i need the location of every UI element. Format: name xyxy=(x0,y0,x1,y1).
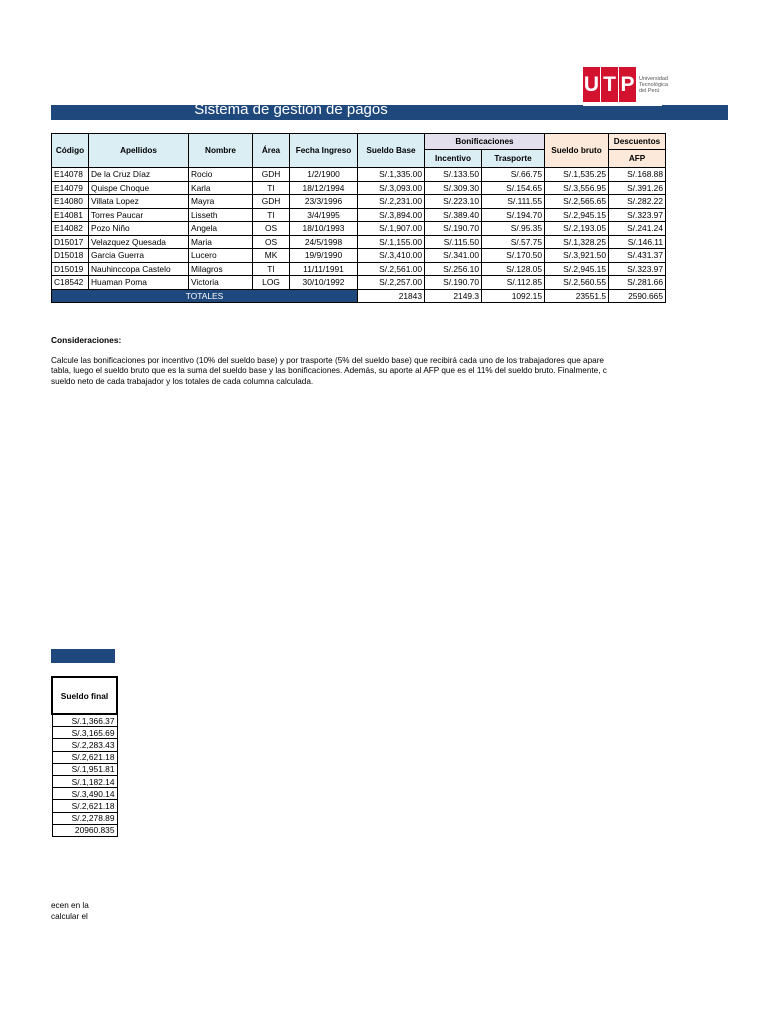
cell-codigo: D15017 xyxy=(52,235,89,249)
header-fecha-ingreso: Fecha Ingreso xyxy=(290,134,358,168)
totals-label: TOTALES xyxy=(52,289,358,303)
cell-sueldo-bruto: S/.2,560.55 xyxy=(545,276,609,290)
cell-incentivo: S/.389.40 xyxy=(425,208,482,222)
header-sueldo-base: Sueldo Base xyxy=(358,134,425,168)
overflow-text-fragment: ecen en la calcular el xyxy=(51,901,89,921)
table-row xyxy=(52,276,666,290)
cell-nombre: Angela xyxy=(189,222,253,236)
cell-fecha-ingreso: 1/2/1900 xyxy=(290,168,358,182)
cell-nombre: Lisseth xyxy=(189,208,253,222)
cell-sueldo-bruto: S/.2,565.65 xyxy=(545,195,609,209)
cell-fecha-ingreso: 24/5/1998 xyxy=(290,235,358,249)
cell-fecha-ingreso: 11/11/1991 xyxy=(290,262,358,276)
cell-sueldo-base: S/.3,894.00 xyxy=(358,208,425,222)
considerations-line: sueldo neto de cada trabajador y los totales de cada columna calculada. xyxy=(51,376,314,386)
cell-trasporte: S/.57.75 xyxy=(482,235,545,249)
table-row xyxy=(52,235,666,249)
header-incentivo: Incentivo xyxy=(425,150,482,168)
cell-incentivo: S/.309.30 xyxy=(425,181,482,195)
header-nombre: Nombre xyxy=(189,134,253,168)
cell-sueldo-bruto: S/.2,193.05 xyxy=(545,222,609,236)
cell-area: GDH xyxy=(253,168,290,182)
cell-sueldo-base: S/.3,093.00 xyxy=(358,181,425,195)
cell-apellidos: Pozo Niño xyxy=(89,222,189,236)
cell-codigo: E14079 xyxy=(52,181,89,195)
cell-sueldo-base: S/.2,561.00 xyxy=(358,262,425,276)
cell-afp: S/.391.26 xyxy=(609,181,666,195)
table-row xyxy=(52,181,666,195)
cell-codigo: D15019 xyxy=(52,262,89,276)
cell-sueldo-base: S/.1,155.00 xyxy=(358,235,425,249)
cell-area: MK xyxy=(253,249,290,263)
cell-sueldo-bruto: S/.3,921.50 xyxy=(545,249,609,263)
page-title: Sistema de gestión de pagos xyxy=(194,101,388,118)
cell-apellidos: Quispe Choque xyxy=(89,181,189,195)
cell-area: LOG xyxy=(253,276,290,290)
cell-sueldo-bruto: S/.1,328.25 xyxy=(545,235,609,249)
cell-apellidos: Huaman Poma xyxy=(89,276,189,290)
logo-letter-p: P xyxy=(619,67,636,102)
cell-sueldo-base: S/.1,335.00 xyxy=(358,168,425,182)
cell-apellidos: De la Cruz Díaz xyxy=(89,168,189,182)
final-section-bar xyxy=(51,649,115,663)
cell-trasporte: S/.194.70 xyxy=(482,208,545,222)
cell-trasporte: S/.66.75 xyxy=(482,168,545,182)
cell-sueldo-final: S/.2,621.18 xyxy=(52,800,117,812)
cell-area: TI xyxy=(253,208,290,222)
considerations-line: tabla, luego el sueldo bruto que es la suma del sueldo base y las bonificaciones. Además, su aporte al AFP que es el 11% del sueldo bruto. Finalmente, c xyxy=(51,366,607,376)
cell-area: OS xyxy=(253,235,290,249)
cell-trasporte: S/.112.85 xyxy=(482,276,545,290)
header-codigo: Código xyxy=(52,134,89,168)
total-sueldo-base: 21843 xyxy=(358,289,425,303)
cell-sueldo-bruto: S/.3,556.95 xyxy=(545,181,609,195)
cell-sueldo-final: S/.2,621.18 xyxy=(52,751,117,763)
cell-apellidos: Torres Paucar xyxy=(89,208,189,222)
cell-sueldo-bruto: S/.1,535.25 xyxy=(545,168,609,182)
cell-trasporte: S/.111.55 xyxy=(482,195,545,209)
cell-afp: S/.168.88 xyxy=(609,168,666,182)
table-row xyxy=(52,168,666,182)
cell-area: GDH xyxy=(253,195,290,209)
cell-incentivo: S/.256.10 xyxy=(425,262,482,276)
cell-nombre: Mayra xyxy=(189,195,253,209)
cell-sueldo-base: S/.2,231.00 xyxy=(358,195,425,209)
header-bonificaciones: Bonificaciones xyxy=(425,134,545,150)
table-row xyxy=(52,249,666,263)
table-row xyxy=(52,208,666,222)
header-apellidos: Apellidos xyxy=(89,134,189,168)
cell-codigo: E14081 xyxy=(52,208,89,222)
header-trasporte: Trasporte xyxy=(482,150,545,168)
cell-nombre: Karla xyxy=(189,181,253,195)
cell-codigo: E14078 xyxy=(52,168,89,182)
cell-codigo: C18542 xyxy=(52,276,89,290)
cell-sueldo-base: S/.1,907.00 xyxy=(358,222,425,236)
cell-fecha-ingreso: 18/12/1994 xyxy=(290,181,358,195)
header-descuentos: Descuentos xyxy=(609,134,666,150)
cell-codigo: D15018 xyxy=(52,249,89,263)
cell-afp: S/.281.66 xyxy=(609,276,666,290)
cell-afp: S/.241.24 xyxy=(609,222,666,236)
cell-apellidos: Velazquez Quesada xyxy=(89,235,189,249)
cell-area: OS xyxy=(253,222,290,236)
cell-apellidos: Nauhinccopa Castelo xyxy=(89,262,189,276)
cell-fecha-ingreso: 30/10/1992 xyxy=(290,276,358,290)
cell-nombre: Maria xyxy=(189,235,253,249)
considerations-line: Calcule las bonificaciones por incentivo (10% del sueldo base) y por trasporte (5% del sueldo base) que recibirá cada uno de los trabajadores que apare xyxy=(51,356,604,365)
cell-afp: S/.323.97 xyxy=(609,262,666,276)
header-sueldo-final: Sueldo final xyxy=(52,677,117,714)
cell-nombre: Lucero xyxy=(189,249,253,263)
cell-fecha-ingreso: 3/4/1995 xyxy=(290,208,358,222)
cell-incentivo: S/.115.50 xyxy=(425,235,482,249)
considerations-paragraph xyxy=(51,356,667,387)
cell-apellidos: Villata Lopez xyxy=(89,195,189,209)
cell-afp: S/.146.11 xyxy=(609,235,666,249)
cell-fecha-ingreso: 19/9/1990 xyxy=(290,249,358,263)
header-afp: AFP xyxy=(609,150,666,168)
considerations-title: Consideraciones: xyxy=(51,335,122,345)
logo-letter-t: T xyxy=(601,67,618,102)
cell-fecha-ingreso: 23/3/1996 xyxy=(290,195,358,209)
cell-trasporte: S/.128.05 xyxy=(482,262,545,276)
cell-codigo: E14080 xyxy=(52,195,89,209)
cell-trasporte: S/.170.50 xyxy=(482,249,545,263)
cell-codigo: E14082 xyxy=(52,222,89,236)
cell-afp: S/.431.37 xyxy=(609,249,666,263)
cell-afp: S/.323.97 xyxy=(609,208,666,222)
utp-logo xyxy=(583,67,667,102)
total-sueldo-bruto: 23551.5 xyxy=(545,289,609,303)
logo-letter-u: U xyxy=(583,67,600,102)
cell-afp: S/.282.22 xyxy=(609,195,666,209)
table-row xyxy=(52,262,666,276)
totals-row xyxy=(52,289,666,303)
final-salary-table xyxy=(51,676,118,837)
table-row xyxy=(52,195,666,209)
cell-sueldo-final: S/.2,283.43 xyxy=(52,739,117,751)
cell-sueldo-final: S/.1,182.14 xyxy=(52,775,117,787)
total-trasporte: 1092.15 xyxy=(482,289,545,303)
cell-nombre: Victoria xyxy=(189,276,253,290)
cell-incentivo: S/.341.00 xyxy=(425,249,482,263)
total-sueldo-final: 20960.835 xyxy=(52,824,117,836)
cell-apellidos: Garcia Guerra xyxy=(89,249,189,263)
cell-incentivo: S/.190.70 xyxy=(425,222,482,236)
payroll-table xyxy=(51,133,666,303)
cell-sueldo-final: S/.3,490.14 xyxy=(52,788,117,800)
cell-incentivo: S/.133.50 xyxy=(425,168,482,182)
cell-nombre: Rocio xyxy=(189,168,253,182)
cell-trasporte: S/.95.35 xyxy=(482,222,545,236)
logo-text: Universidad Tecnológica del Perú xyxy=(639,75,669,94)
cell-incentivo: S/.223.10 xyxy=(425,195,482,209)
cell-sueldo-bruto: S/.2,945.15 xyxy=(545,208,609,222)
cell-sueldo-base: S/.2,257.00 xyxy=(358,276,425,290)
cell-sueldo-bruto: S/.2,945.15 xyxy=(545,262,609,276)
cell-sueldo-final: S/.1,951.81 xyxy=(52,763,117,775)
cell-sueldo-final: S/.3,165.69 xyxy=(52,727,117,739)
cell-incentivo: S/.190.70 xyxy=(425,276,482,290)
cell-fecha-ingreso: 18/10/1993 xyxy=(290,222,358,236)
cell-nombre: Milagros xyxy=(189,262,253,276)
title-bar-gap xyxy=(583,102,662,106)
header-sueldo-bruto: Sueldo bruto xyxy=(545,134,609,168)
cell-area: TI xyxy=(253,181,290,195)
header-area: Área xyxy=(253,134,290,168)
cell-sueldo-base: S/.3,410.00 xyxy=(358,249,425,263)
table-row xyxy=(52,222,666,236)
cell-sueldo-final: S/.1,366.37 xyxy=(52,714,117,727)
cell-area: TI xyxy=(253,262,290,276)
cell-sueldo-final: S/.2,278.89 xyxy=(52,812,117,824)
total-incentivo: 2149.3 xyxy=(425,289,482,303)
total-afp: 2590.665 xyxy=(609,289,666,303)
cell-trasporte: S/.154.65 xyxy=(482,181,545,195)
